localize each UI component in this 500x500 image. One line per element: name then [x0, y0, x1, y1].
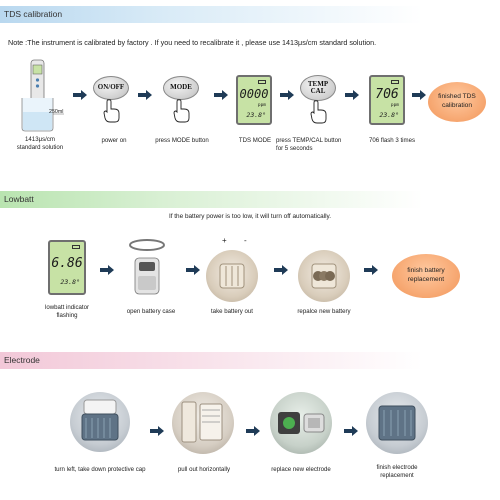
tds-step4-caption: TDS MODE — [238, 137, 272, 144]
electrode-step1-caption: turn left, take down protective cap — [54, 466, 146, 473]
pointing-hand-icon — [102, 99, 122, 128]
tds-step2-caption: power on — [101, 137, 127, 144]
finish-battery-replacement-badge: finish battery replacement — [392, 254, 460, 298]
tds-step1-caption: 1413μs/cm standard solution — [16, 136, 64, 152]
pointing-hand-icon — [309, 100, 329, 129]
arrow-right-icon — [246, 426, 260, 436]
tempcal-button-illustration: TEMP CAL — [300, 75, 336, 101]
lowbatt-section-header: Lowbatt — [0, 191, 470, 208]
arrow-right-icon — [73, 90, 87, 100]
battery-minus-label: - — [244, 236, 247, 245]
arrow-right-icon — [214, 90, 228, 100]
tds-section-header: TDS calibration — [0, 6, 470, 23]
tds-mode-lcd: 0000 ppm 23.8° — [236, 75, 272, 125]
arrow-right-icon — [412, 90, 426, 100]
calibration-flash-lcd: 706 ppm 23.8° — [369, 75, 405, 125]
replace-new-battery-photo — [298, 250, 350, 302]
arrow-right-icon — [274, 265, 288, 275]
lowbatt-step3-caption: take battery out — [210, 308, 253, 315]
replace-electrode-photo — [270, 392, 332, 454]
tds-step5-caption: press TEMP/CAL button for 5 seconds — [276, 137, 342, 153]
electrode-step4-caption: finish electrode replacement — [376, 464, 418, 480]
lowbatt-step2-caption: open battery case — [126, 308, 176, 315]
electrode-step2-caption: pull out horizontally — [177, 466, 231, 473]
battery-icon — [72, 245, 80, 249]
take-battery-out-photo — [206, 250, 258, 302]
onoff-button-illustration: ON/OFF — [93, 76, 129, 100]
arrow-right-icon — [138, 90, 152, 100]
tds-step6-caption: 706 flash 3 times — [368, 137, 416, 144]
arrow-right-icon — [280, 90, 294, 100]
arrow-right-icon — [345, 90, 359, 100]
finished-tds-calibration-badge: finished TDS calibration — [428, 82, 486, 122]
beaker-volume-label: 250ml — [49, 109, 64, 115]
electrode-step3-caption: replace new electrode — [271, 466, 331, 473]
open-battery-case-illustration — [122, 236, 172, 300]
battery-icon — [391, 80, 399, 84]
pointing-hand-icon — [172, 99, 192, 128]
battery-plus-label: + — [222, 236, 227, 245]
finished-electrode-photo — [366, 392, 428, 454]
arrow-right-icon — [344, 426, 358, 436]
mode-button-illustration: MODE — [163, 76, 199, 100]
tds-step3-caption: press MODE button — [155, 137, 209, 144]
arrow-right-icon — [186, 265, 200, 275]
arrow-right-icon — [100, 265, 114, 275]
remove-cap-photo — [70, 392, 130, 452]
lowbatt-step4-caption: repalce new battery — [297, 308, 351, 315]
battery-icon — [258, 80, 266, 84]
arrow-right-icon — [364, 265, 378, 275]
tds-note: Note :The instrument is calibrated by factory . If you need to recalibrate it , please use 1413μs/cm standard solution. — [8, 38, 377, 47]
tds-meter-in-beaker — [14, 58, 66, 133]
arrow-right-icon — [150, 426, 164, 436]
electrode-section-header: Electrode — [0, 352, 470, 369]
lowbatt-subtitle: If the battery power is too low, it will turn off automatically. — [168, 213, 332, 220]
lowbatt-lcd: 6.86 23.8° — [48, 240, 86, 295]
pull-out-electrode-photo — [172, 392, 234, 454]
lowbatt-step1-caption: lowbatt indicator flashing — [44, 304, 90, 320]
